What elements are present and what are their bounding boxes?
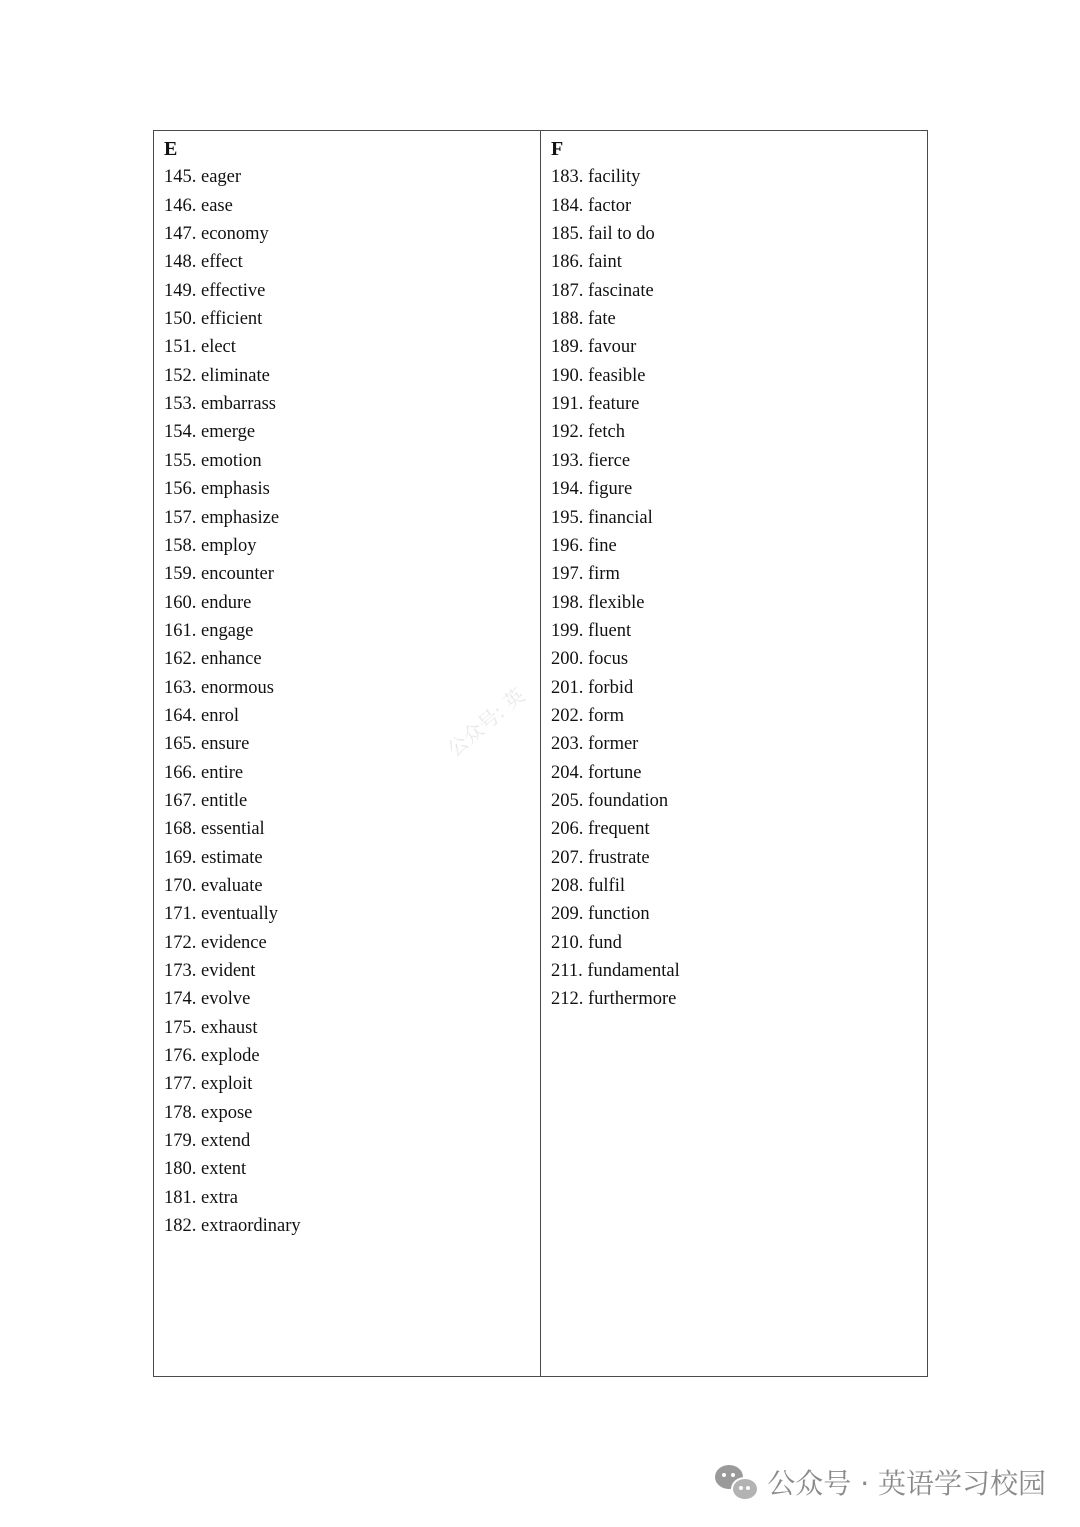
word-item: 150. efficient — [164, 309, 263, 330]
column-e — [154, 131, 541, 1376]
word-item: 203. former — [551, 734, 639, 755]
word-item: 180. extent — [164, 1159, 247, 1180]
word-item: 204. fortune — [551, 762, 642, 783]
word-item: 156. emphasis — [164, 479, 270, 500]
word-item: 199. fluent — [551, 620, 632, 641]
word-item: 147. economy — [164, 224, 269, 245]
word-item: 183. facility — [551, 167, 641, 188]
word-item: 160. endure — [164, 592, 252, 613]
word-item: 174. evolve — [164, 989, 251, 1010]
word-item: 200. focus — [551, 649, 629, 670]
word-item: 209. function — [551, 904, 650, 925]
word-item: 158. employ — [164, 535, 257, 556]
word-item: 191. feature — [551, 394, 640, 415]
vocabulary-table — [153, 130, 928, 1377]
word-item: 197. firm — [551, 564, 620, 585]
word-item: 178. expose — [164, 1102, 253, 1123]
column-f-list — [551, 163, 927, 1013]
word-item: 155. emotion — [164, 450, 262, 471]
word-item: 153. embarrass — [164, 394, 276, 415]
word-item: 181. extra — [164, 1187, 238, 1208]
word-item: 164. enrol — [164, 705, 240, 726]
word-item: 170. evaluate — [164, 875, 263, 896]
footer-watermark — [715, 1462, 1046, 1502]
word-item: 175. exhaust — [164, 1017, 258, 1038]
word-item: 192. fetch — [551, 422, 625, 443]
word-item: 194. figure — [551, 479, 633, 500]
diagonal-watermark: 公众号: 英 — [442, 683, 530, 762]
word-item: 159. encounter — [164, 564, 274, 585]
word-item: 152. eliminate — [164, 365, 270, 386]
word-item: 177. exploit — [164, 1074, 253, 1095]
word-item: 151. elect — [164, 337, 236, 358]
word-item: 173. evident — [164, 961, 256, 982]
word-item: 210. fund — [551, 932, 622, 953]
word-item: 165. ensure — [164, 734, 250, 755]
word-item: 187. fascinate — [551, 280, 654, 301]
word-item: 184. factor — [551, 195, 632, 216]
word-item: 157. emphasize — [164, 507, 280, 528]
word-item: 179. extend — [164, 1131, 251, 1152]
word-item: 195. financial — [551, 507, 653, 528]
word-item: 145. eager — [164, 167, 242, 188]
column-f-heading: F — [551, 138, 564, 160]
word-item: 205. foundation — [551, 790, 669, 811]
word-item: 208. fulfil — [551, 875, 625, 896]
word-item: 154. emerge — [164, 422, 256, 443]
word-item: 163. enormous — [164, 677, 274, 698]
wechat-icon — [715, 1463, 757, 1501]
word-item: 166. entire — [164, 762, 244, 783]
word-item: 206. frequent — [551, 819, 650, 840]
word-item: 185. fail to do — [551, 224, 655, 245]
word-item: 148. effect — [164, 252, 243, 273]
word-item: 193. fierce — [551, 450, 631, 471]
word-item: 188. fate — [551, 309, 616, 330]
word-item: 176. explode — [164, 1046, 260, 1067]
word-item: 201. forbid — [551, 677, 634, 698]
word-item: 182. extraordinary — [164, 1216, 301, 1237]
word-item: 167. entitle — [164, 790, 248, 811]
word-item: 211. fundamental — [551, 961, 680, 982]
word-item: 189. favour — [551, 337, 637, 358]
word-item: 168. essential — [164, 819, 265, 840]
word-item: 198. flexible — [551, 592, 645, 613]
word-item: 171. eventually — [164, 904, 279, 925]
word-item: 196. fine — [551, 535, 617, 556]
word-item: 207. frustrate — [551, 847, 650, 868]
word-item: 190. feasible — [551, 365, 646, 386]
column-f — [541, 131, 927, 1376]
word-item: 146. ease — [164, 195, 233, 216]
word-item: 212. furthermore — [551, 989, 677, 1010]
word-item: 169. estimate — [164, 847, 263, 868]
footer-watermark-text: 公众号 · 英语学习校园 — [767, 1467, 1046, 1500]
word-item: 202. form — [551, 705, 624, 726]
word-item: 149. effective — [164, 280, 266, 301]
word-item: 172. evidence — [164, 932, 267, 953]
column-e-heading: E — [164, 138, 178, 160]
word-item: 161. engage — [164, 620, 254, 641]
word-item: 186. faint — [551, 252, 622, 273]
word-item: 162. enhance — [164, 649, 262, 670]
